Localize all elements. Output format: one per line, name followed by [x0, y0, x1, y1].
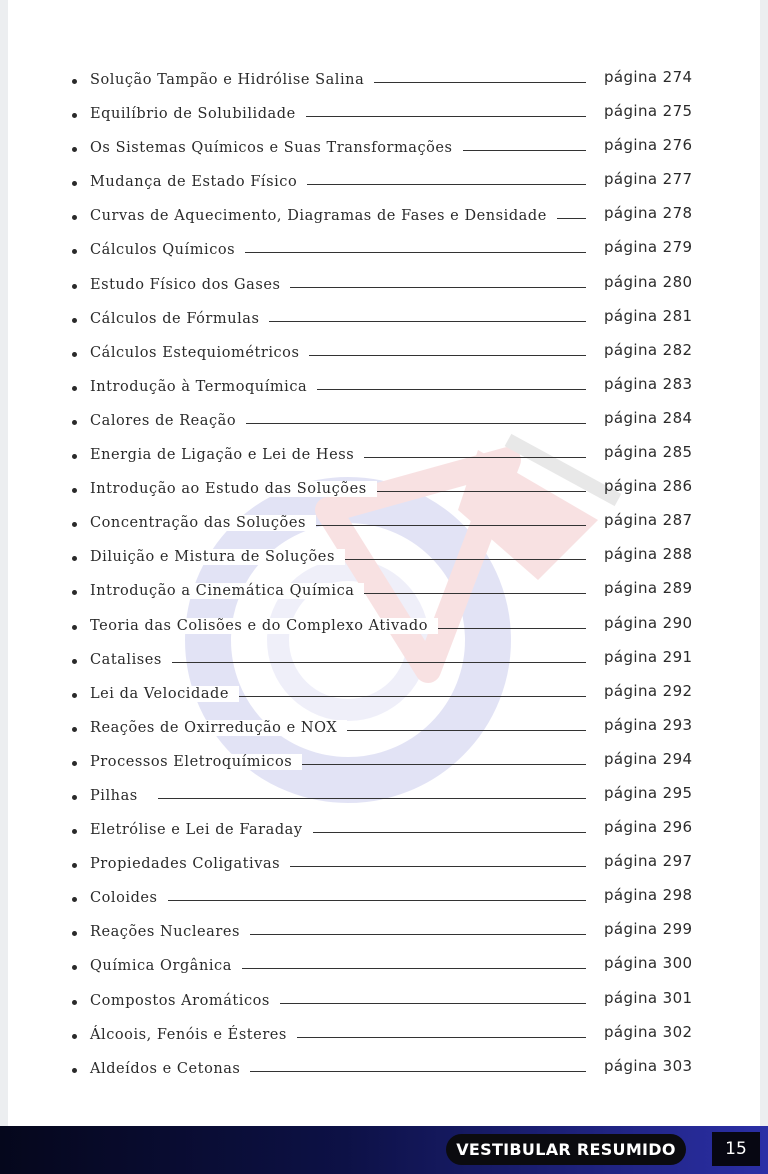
toc-item: [8, 101, 760, 135]
toc-item: [8, 476, 760, 510]
bullet-icon: [72, 420, 77, 425]
toc-topic: Compostos Aromáticos: [90, 993, 280, 1009]
toc-page-ref: página 294: [604, 749, 693, 768]
toc-topic: Diluição e Mistura de Soluções: [90, 549, 345, 565]
toc-item: [8, 169, 760, 203]
toc-page-ref: página 303: [604, 1056, 693, 1075]
toc-topic: Processos Eletroquímicos: [90, 754, 302, 770]
toc-item: [8, 783, 760, 817]
toc-topic: Cálculos Estequiométricos: [90, 345, 309, 361]
toc-item: [8, 647, 760, 681]
table-of-contents: [8, 67, 760, 1090]
toc-page-ref: página 290: [604, 613, 693, 632]
toc-item: [8, 408, 760, 442]
toc-item: [8, 953, 760, 987]
toc-page-ref: página 286: [604, 477, 693, 496]
dot-leader: [158, 662, 586, 663]
toc-page-ref: página 276: [604, 136, 693, 155]
toc-topic: Energia de Ligação e Lei de Hess: [90, 447, 364, 463]
toc-topic: Os Sistemas Químicos e Suas Transformações: [90, 140, 463, 156]
dot-leader: [158, 900, 586, 901]
toc-page-ref: página 285: [604, 443, 693, 462]
toc-topic: Introdução ao Estudo das Soluções: [90, 481, 377, 497]
toc-page-ref: página 300: [604, 954, 693, 973]
toc-item: [8, 67, 760, 101]
bullet-icon: [72, 215, 77, 220]
toc-item: [8, 715, 760, 749]
toc-item: [8, 749, 760, 783]
bullet-icon: [72, 1000, 77, 1005]
page-number: 15: [712, 1132, 760, 1166]
toc-topic: Estudo Físico dos Gases: [90, 277, 290, 293]
bullet-icon: [72, 659, 77, 664]
toc-item: [8, 851, 760, 885]
toc-item: [8, 135, 760, 169]
bullet-icon: [72, 625, 77, 630]
toc-topic: Introdução à Termoquímica: [90, 379, 317, 395]
toc-topic: Coloides: [90, 890, 168, 906]
bullet-icon: [72, 249, 77, 254]
bullet-icon: [72, 1068, 77, 1073]
toc-topic: Aldeídos e Cetonas: [90, 1061, 250, 1077]
bullet-icon: [72, 454, 77, 459]
toc-item: [8, 374, 760, 408]
toc-page-ref: página 287: [604, 511, 693, 530]
toc-topic: Concentração das Soluções: [90, 515, 316, 531]
toc-page-ref: página 297: [604, 852, 693, 871]
bullet-icon: [72, 522, 77, 527]
toc-page-ref: página 292: [604, 681, 693, 700]
toc-topic: Química Orgânica: [90, 958, 242, 974]
toc-item: [8, 988, 760, 1022]
toc-topic: Reações de Oxirredução e NOX: [90, 720, 347, 736]
toc-item: [8, 817, 760, 851]
toc-page-ref: página 296: [604, 818, 693, 837]
bullet-icon: [72, 79, 77, 84]
toc-topic: Teoria das Colisões e do Complexo Ativado: [90, 618, 438, 634]
toc-page-ref: página 279: [604, 238, 693, 257]
toc-page-ref: página 277: [604, 170, 693, 189]
toc-page-ref: página 275: [604, 102, 693, 121]
toc-page-ref: página 289: [604, 579, 693, 598]
toc-page-ref: página 295: [604, 783, 693, 802]
toc-topic: Catalises: [90, 652, 172, 668]
toc-page-ref: página 282: [604, 340, 693, 359]
toc-item: [8, 1022, 760, 1056]
toc-page-ref: página 298: [604, 886, 693, 905]
toc-item: [8, 203, 760, 237]
toc-item: [8, 340, 760, 374]
toc-item: [8, 272, 760, 306]
toc-topic: Curvas de Aquecimento, Diagramas de Fases e Densidade: [90, 208, 557, 224]
toc-item: [8, 681, 760, 715]
toc-page-ref: página 302: [604, 1022, 693, 1041]
bullet-icon: [72, 318, 77, 323]
toc-topic: Introdução a Cinemática Química: [90, 583, 364, 599]
bullet-icon: [72, 590, 77, 595]
toc-topic: Cálculos Químicos: [90, 242, 245, 258]
bullet-icon: [72, 727, 77, 732]
toc-item: [8, 544, 760, 578]
bullet-icon: [72, 488, 77, 493]
toc-page-ref: página 274: [604, 68, 693, 86]
toc-topic: Reações Nucleares: [90, 924, 250, 940]
brand-badge: VESTIBULAR RESUMIDO: [446, 1134, 686, 1165]
bullet-icon: [72, 931, 77, 936]
bullet-icon: [72, 284, 77, 289]
toc-item: [8, 442, 760, 476]
toc-topic: Eletrólise e Lei de Faraday: [90, 822, 313, 838]
document-page: [8, 0, 760, 1126]
bullet-icon: [72, 965, 77, 970]
toc-page-ref: página 288: [604, 545, 693, 564]
toc-item: [8, 885, 760, 919]
toc-topic: Pilhas: [90, 788, 148, 804]
bullet-icon: [72, 352, 77, 357]
toc-page-ref: página 284: [604, 408, 693, 427]
toc-topic: Calores de Reação: [90, 413, 246, 429]
toc-item: [8, 1056, 760, 1090]
toc-topic: Solução Tampão e Hidrólise Salina: [90, 72, 374, 88]
toc-item: [8, 306, 760, 340]
footer-bar: [0, 1126, 768, 1174]
toc-page-ref: página 283: [604, 374, 693, 393]
bullet-icon: [72, 795, 77, 800]
toc-topic: Propiedades Coligativas: [90, 856, 290, 872]
toc-page-ref: página 278: [604, 204, 693, 223]
toc-page-ref: página 293: [604, 715, 693, 734]
toc-page-ref: página 301: [604, 988, 693, 1007]
toc-page-ref: página 281: [604, 306, 693, 325]
toc-topic: Mudança de Estado Físico: [90, 174, 307, 190]
toc-item: [8, 578, 760, 612]
dot-leader: [158, 798, 586, 799]
bullet-icon: [72, 147, 77, 152]
bullet-icon: [72, 113, 77, 118]
toc-topic: Equilíbrio de Solubilidade: [90, 106, 306, 122]
toc-topic: Cálculos de Fórmulas: [90, 311, 269, 327]
bullet-icon: [72, 386, 77, 391]
toc-item: [8, 613, 760, 647]
toc-topic: Álcoois, Fenóis e Ésteres: [90, 1027, 297, 1043]
toc-page-ref: página 280: [604, 272, 693, 291]
bullet-icon: [72, 863, 77, 868]
bullet-icon: [72, 556, 77, 561]
bullet-icon: [72, 761, 77, 766]
toc-page-ref: página 299: [604, 920, 693, 939]
toc-item: [8, 237, 760, 271]
toc-topic: Lei da Velocidade: [90, 686, 239, 702]
bullet-icon: [72, 829, 77, 834]
toc-page-ref: página 291: [604, 647, 693, 666]
toc-item: [8, 919, 760, 953]
bullet-icon: [72, 1034, 77, 1039]
toc-item: [8, 510, 760, 544]
bullet-icon: [72, 897, 77, 902]
bullet-icon: [72, 693, 77, 698]
bullet-icon: [72, 181, 77, 186]
